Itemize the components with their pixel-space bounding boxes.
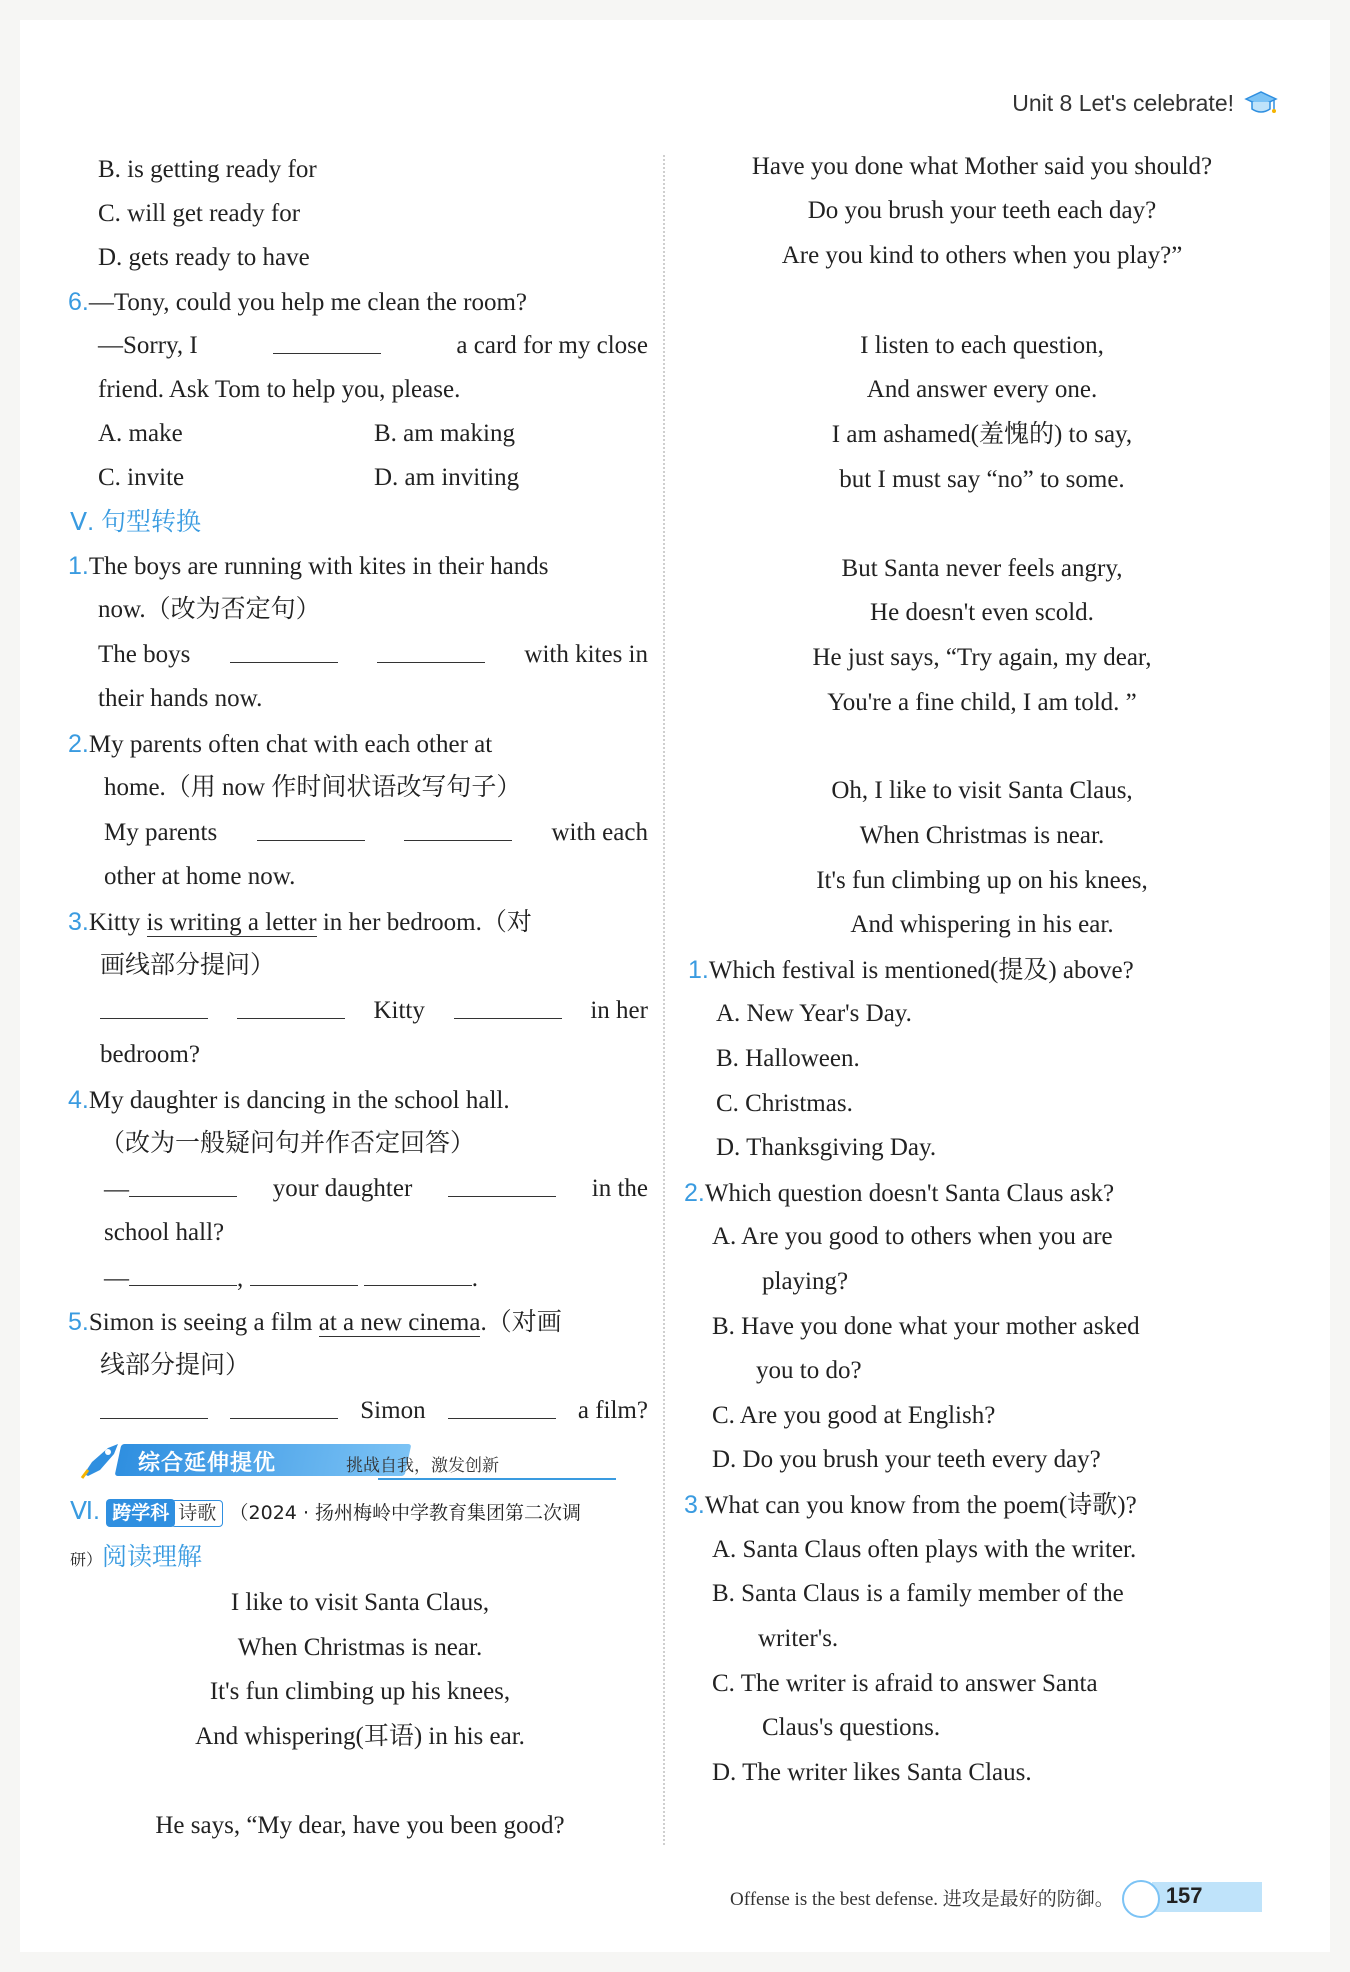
q1-option-d: D. Thanksgiving Day. <box>716 1134 937 1161</box>
banner-underline <box>378 1478 616 1480</box>
poem-line: I like to visit Santa Claus, <box>230 1589 490 1616</box>
banner-subtitle: 挑战自我，激发创新 <box>346 1456 499 1476</box>
t1-line2: now.（改为否定句） <box>98 596 321 623</box>
t5-line3-a: Simon <box>360 1397 426 1424</box>
t2-line4: other at home now. <box>104 863 296 890</box>
section-6-label-line <box>70 1542 202 1575</box>
q6-line2-a: —Sorry, I <box>98 332 198 359</box>
section-6-heading <box>70 1496 581 1528</box>
q6-option-a: A. make <box>98 420 183 447</box>
tag-cross-subject: 跨学科 <box>106 1499 175 1527</box>
poem-line: He just says, “Try again, my dear, <box>812 644 1152 671</box>
q1-option-b: B. Halloween. <box>716 1045 860 1072</box>
t3-line2: 画线部分提问） <box>100 952 276 979</box>
t5-post: .（对画 <box>480 1309 562 1336</box>
t3-blank-1[interactable] <box>100 996 208 1019</box>
t5-line1 <box>68 1307 562 1338</box>
page-number-circle-icon <box>1122 1880 1160 1918</box>
q2-text: Which question doesn't Santa Claus ask? <box>704 1180 1115 1207</box>
t5-blank-1[interactable] <box>100 1396 208 1419</box>
q3-option-d: D. The writer likes Santa Claus. <box>712 1759 1032 1786</box>
page-number: 157 <box>1165 1883 1203 1908</box>
q2-option-a-cont: playing? <box>762 1268 849 1295</box>
poem-line: And answer every one. <box>866 376 1098 403</box>
q3-stem <box>684 1490 1137 1521</box>
source-note-end: 研） <box>70 1550 103 1569</box>
t5-underlined-part: at a new cinema <box>318 1309 481 1336</box>
unit-title: Unit 8 Let's celebrate! <box>1012 89 1234 116</box>
t4-stem: My daughter is dancing in the school hall. <box>88 1087 510 1114</box>
t4-period: . <box>471 1265 478 1292</box>
graduation-cap-icon <box>1244 88 1278 118</box>
t1-line1 <box>68 551 549 582</box>
q5-option-d: D. gets ready to have <box>98 244 310 271</box>
t4-line4: school hall? <box>104 1219 225 1246</box>
poem-line: When Christmas is near. <box>237 1634 483 1661</box>
t3-blank-2[interactable] <box>237 996 345 1019</box>
section-6-number: Ⅵ. <box>70 1497 101 1525</box>
t1-line4: their hands now. <box>98 685 263 712</box>
t4-line3-b: your daughter <box>272 1175 413 1202</box>
banner-title: 综合延伸提优 <box>138 1451 277 1476</box>
t1-blank-2[interactable] <box>377 640 485 663</box>
poem-line: but I must say “no” to some. <box>839 466 1125 493</box>
q6-line1 <box>68 287 527 318</box>
poem-line: He says, “My dear, have you been good? <box>155 1812 565 1839</box>
t3-line3-a: Kitty <box>373 997 425 1024</box>
unit-header <box>1012 88 1278 118</box>
t4-dash-1: — <box>104 1176 129 1203</box>
t1-stem: The boys are running with kites in their hands <box>88 553 549 580</box>
poem-line: Do you brush your teeth each day? <box>807 197 1157 224</box>
t5-number: 5. <box>68 1308 89 1336</box>
extension-banner <box>78 1440 616 1480</box>
q3-number: 3. <box>684 1491 705 1519</box>
poem-line: It's fun climbing up his knees, <box>209 1678 511 1705</box>
t1-blank-1[interactable] <box>230 640 338 663</box>
q1-option-c: C. Christmas. <box>716 1090 853 1117</box>
t4-blank-1[interactable] <box>129 1174 237 1197</box>
footer-motto: Offense is the best defense. 进攻是最好的防御。 <box>730 1888 1114 1910</box>
q1-number: 1. <box>688 956 709 984</box>
q2-option-d: D. Do you brush your teeth every day? <box>712 1446 1101 1473</box>
q2-number: 2. <box>684 1179 705 1207</box>
q1-text: Which festival is mentioned(提及) above? <box>708 957 1134 984</box>
t4-blank-4[interactable] <box>250 1263 358 1286</box>
q1-stem <box>688 955 1134 986</box>
t2-blank-2[interactable] <box>404 818 512 841</box>
t3-post: in her bedroom.（对 <box>316 909 532 936</box>
q3-option-c: C. The writer is afraid to answer Santa <box>712 1670 1098 1697</box>
q5-option-b: B. is getting ready for <box>98 156 317 183</box>
t4-blank-2[interactable] <box>448 1174 556 1197</box>
q2-option-a: A. Are you good to others when you are <box>712 1223 1113 1250</box>
footer <box>730 1880 1252 1914</box>
t3-number: 3. <box>68 908 89 936</box>
t2-line3-b: with each <box>551 819 648 846</box>
q2-option-c: C. Are you good at English? <box>712 1402 996 1429</box>
t2-line3-a: My parents <box>104 819 218 846</box>
t3-line3-b: in her <box>590 997 648 1024</box>
poem-line: It's fun climbing up on his knees, <box>816 867 1148 894</box>
q5-option-c: C. will get ready for <box>98 200 301 227</box>
t4-line1 <box>68 1085 510 1116</box>
q6-stem: —Tony, could you help me clean the room? <box>88 289 528 316</box>
q2-option-b-cont: you to do? <box>756 1357 862 1384</box>
poem-line: You're a fine child, I am told. ” <box>827 689 1137 716</box>
t5-line2: 线部分提问） <box>100 1352 251 1379</box>
t4-blank-5[interactable] <box>364 1263 472 1286</box>
q1-option-a: A. New Year's Day. <box>716 1000 912 1027</box>
poem-line: And whispering in his ear. <box>850 911 1114 938</box>
t1-number: 1. <box>68 552 89 580</box>
t2-number: 2. <box>68 730 89 758</box>
q6-line2-b: a card for my close <box>456 332 648 359</box>
t4-number: 4. <box>68 1086 89 1114</box>
q6-blank[interactable] <box>273 331 381 354</box>
reading-comprehension-label: 阅读理解 <box>102 1543 203 1571</box>
t5-line3 <box>100 1396 648 1426</box>
t4-dash-2: — <box>104 1265 129 1292</box>
t3-blank-3[interactable] <box>454 996 562 1019</box>
q6-option-d: D. am inviting <box>374 464 520 491</box>
t2-line2: home.（用 now 作时间状语改写句子） <box>104 774 522 801</box>
t4-line2: （改为一般疑问句并作否定回答） <box>100 1130 476 1157</box>
q6-line2 <box>98 331 648 361</box>
t2-blank-1[interactable] <box>257 818 365 841</box>
t4-line3-c: in the <box>591 1175 648 1202</box>
column-divider <box>663 155 665 1845</box>
tag-poem: 诗歌 <box>171 1500 223 1527</box>
q2-option-b: B. Have you done what your mother asked <box>712 1313 1140 1340</box>
source-note: （2024 · 扬州梅岭中学教育集团第二次调 <box>229 1502 582 1524</box>
poem-line: Are you kind to others when you play?” <box>781 242 1183 269</box>
t3-line1 <box>68 907 532 938</box>
q2-stem <box>684 1178 1114 1209</box>
t4-blank-3[interactable] <box>129 1263 237 1286</box>
q3-option-b: B. Santa Claus is a family member of the <box>712 1580 1124 1607</box>
t1-line3-b: with kites in <box>524 641 648 668</box>
t2-stem: My parents often chat with each other at <box>88 731 493 758</box>
poem-line: Have you done what Mother said you should? <box>751 153 1213 180</box>
t2-line1 <box>68 729 492 760</box>
t1-line3-a: The boys <box>98 641 191 668</box>
t4-line5 <box>104 1263 478 1294</box>
q3-option-c-cont: Claus's questions. <box>762 1714 941 1741</box>
q3-option-b-cont: writer's. <box>758 1625 839 1652</box>
q6-option-c: C. invite <box>98 464 185 491</box>
q3-text: What can you know from the poem(诗歌)? <box>704 1492 1137 1519</box>
t3-line4: bedroom? <box>100 1041 200 1068</box>
t4-comma: , <box>237 1265 244 1292</box>
poem-line: Oh, I like to visit Santa Claus, <box>831 777 1133 804</box>
poem-line: He doesn't even scold. <box>870 599 1094 626</box>
t3-underlined-part: is writing a letter <box>146 909 317 936</box>
t5-line3-b: a film? <box>577 1397 648 1424</box>
t5-blank-3[interactable] <box>448 1396 556 1419</box>
section-5-heading: Ⅴ. 句型转换 <box>70 508 201 536</box>
t5-pre: Simon is seeing a film <box>88 1309 319 1336</box>
t5-blank-2[interactable] <box>230 1396 338 1419</box>
t3-line3 <box>100 996 648 1026</box>
q6-number: 6. <box>68 288 89 316</box>
t1-line3 <box>98 640 648 670</box>
q6-option-b: B. am making <box>374 420 515 447</box>
t2-line3 <box>104 818 648 848</box>
page-number-tab <box>1122 1880 1252 1914</box>
t3-pre: Kitty <box>88 909 147 936</box>
poem-line: I listen to each question, <box>860 332 1104 359</box>
poem-line: When Christmas is near. <box>859 822 1105 849</box>
poem-line: I am ashamed(羞愧的) to say, <box>831 421 1133 448</box>
poem-line: And whispering(耳语) in his ear. <box>195 1723 525 1750</box>
q6-line3: friend. Ask Tom to help you, please. <box>98 376 461 403</box>
q3-option-a: A. Santa Claus often plays with the writer. <box>712 1536 1137 1563</box>
poem-line: But Santa never feels angry, <box>841 555 1123 582</box>
t4-line3 <box>104 1174 648 1205</box>
